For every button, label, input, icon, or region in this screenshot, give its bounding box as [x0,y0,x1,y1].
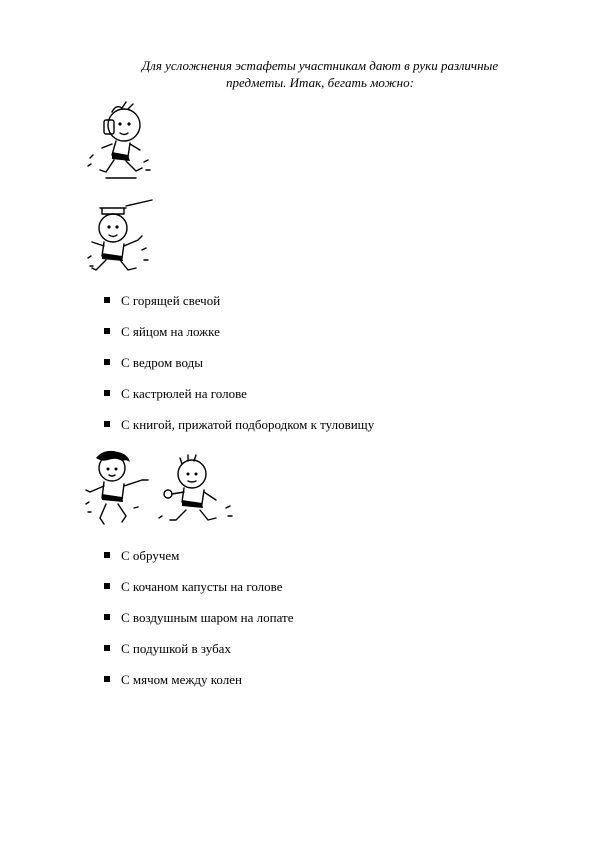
bullet-icon [104,583,110,589]
list-item-text: С горящей свечой [121,293,221,308]
bullet-icon [104,614,110,620]
list-item-text: С кастрюлей на голове [121,386,247,401]
list-2 [100,549,293,704]
bullet-icon [104,552,110,558]
list-item [100,418,374,449]
bullet-icon [104,297,110,303]
list-item-text: С обручем [121,548,180,563]
list-item-text: С подушкой в зубах [121,641,231,656]
running-boy-illustration [82,100,162,190]
intro-text [100,57,540,91]
list-item [100,325,374,356]
list-item [100,611,293,642]
list-1 [100,294,374,449]
list-item [100,387,374,418]
intro-line-2: предметы. Итак, бегать можно: [226,75,414,90]
list-item-text: С кочаном капусты на голове [121,579,283,594]
two-kids-running-illustration [82,448,242,538]
list-item [100,580,293,611]
list-item-text: С книгой, прижатой подбородком к туловищу [121,417,375,432]
bullet-icon [104,645,110,651]
list-item-text: С мячом между колен [121,672,242,687]
list-item [100,673,293,704]
list-item [100,549,293,580]
bullet-icon [104,421,110,427]
bullet-icon [104,359,110,365]
bullet-icon [104,390,110,396]
bullet-icon [104,676,110,682]
list-item-text: С ведром воды [121,355,203,370]
list-item-text: С воздушным шаром на лопате [121,610,294,625]
list-item-text: С яйцом на ложке [121,324,220,339]
list-item [100,294,374,325]
list-item [100,642,293,673]
intro-line-1: Для усложнения эстафеты участникам дают в руки различные [141,58,499,73]
list-item [100,356,374,387]
bullet-icon [104,328,110,334]
pan-on-head-illustration [82,190,162,285]
